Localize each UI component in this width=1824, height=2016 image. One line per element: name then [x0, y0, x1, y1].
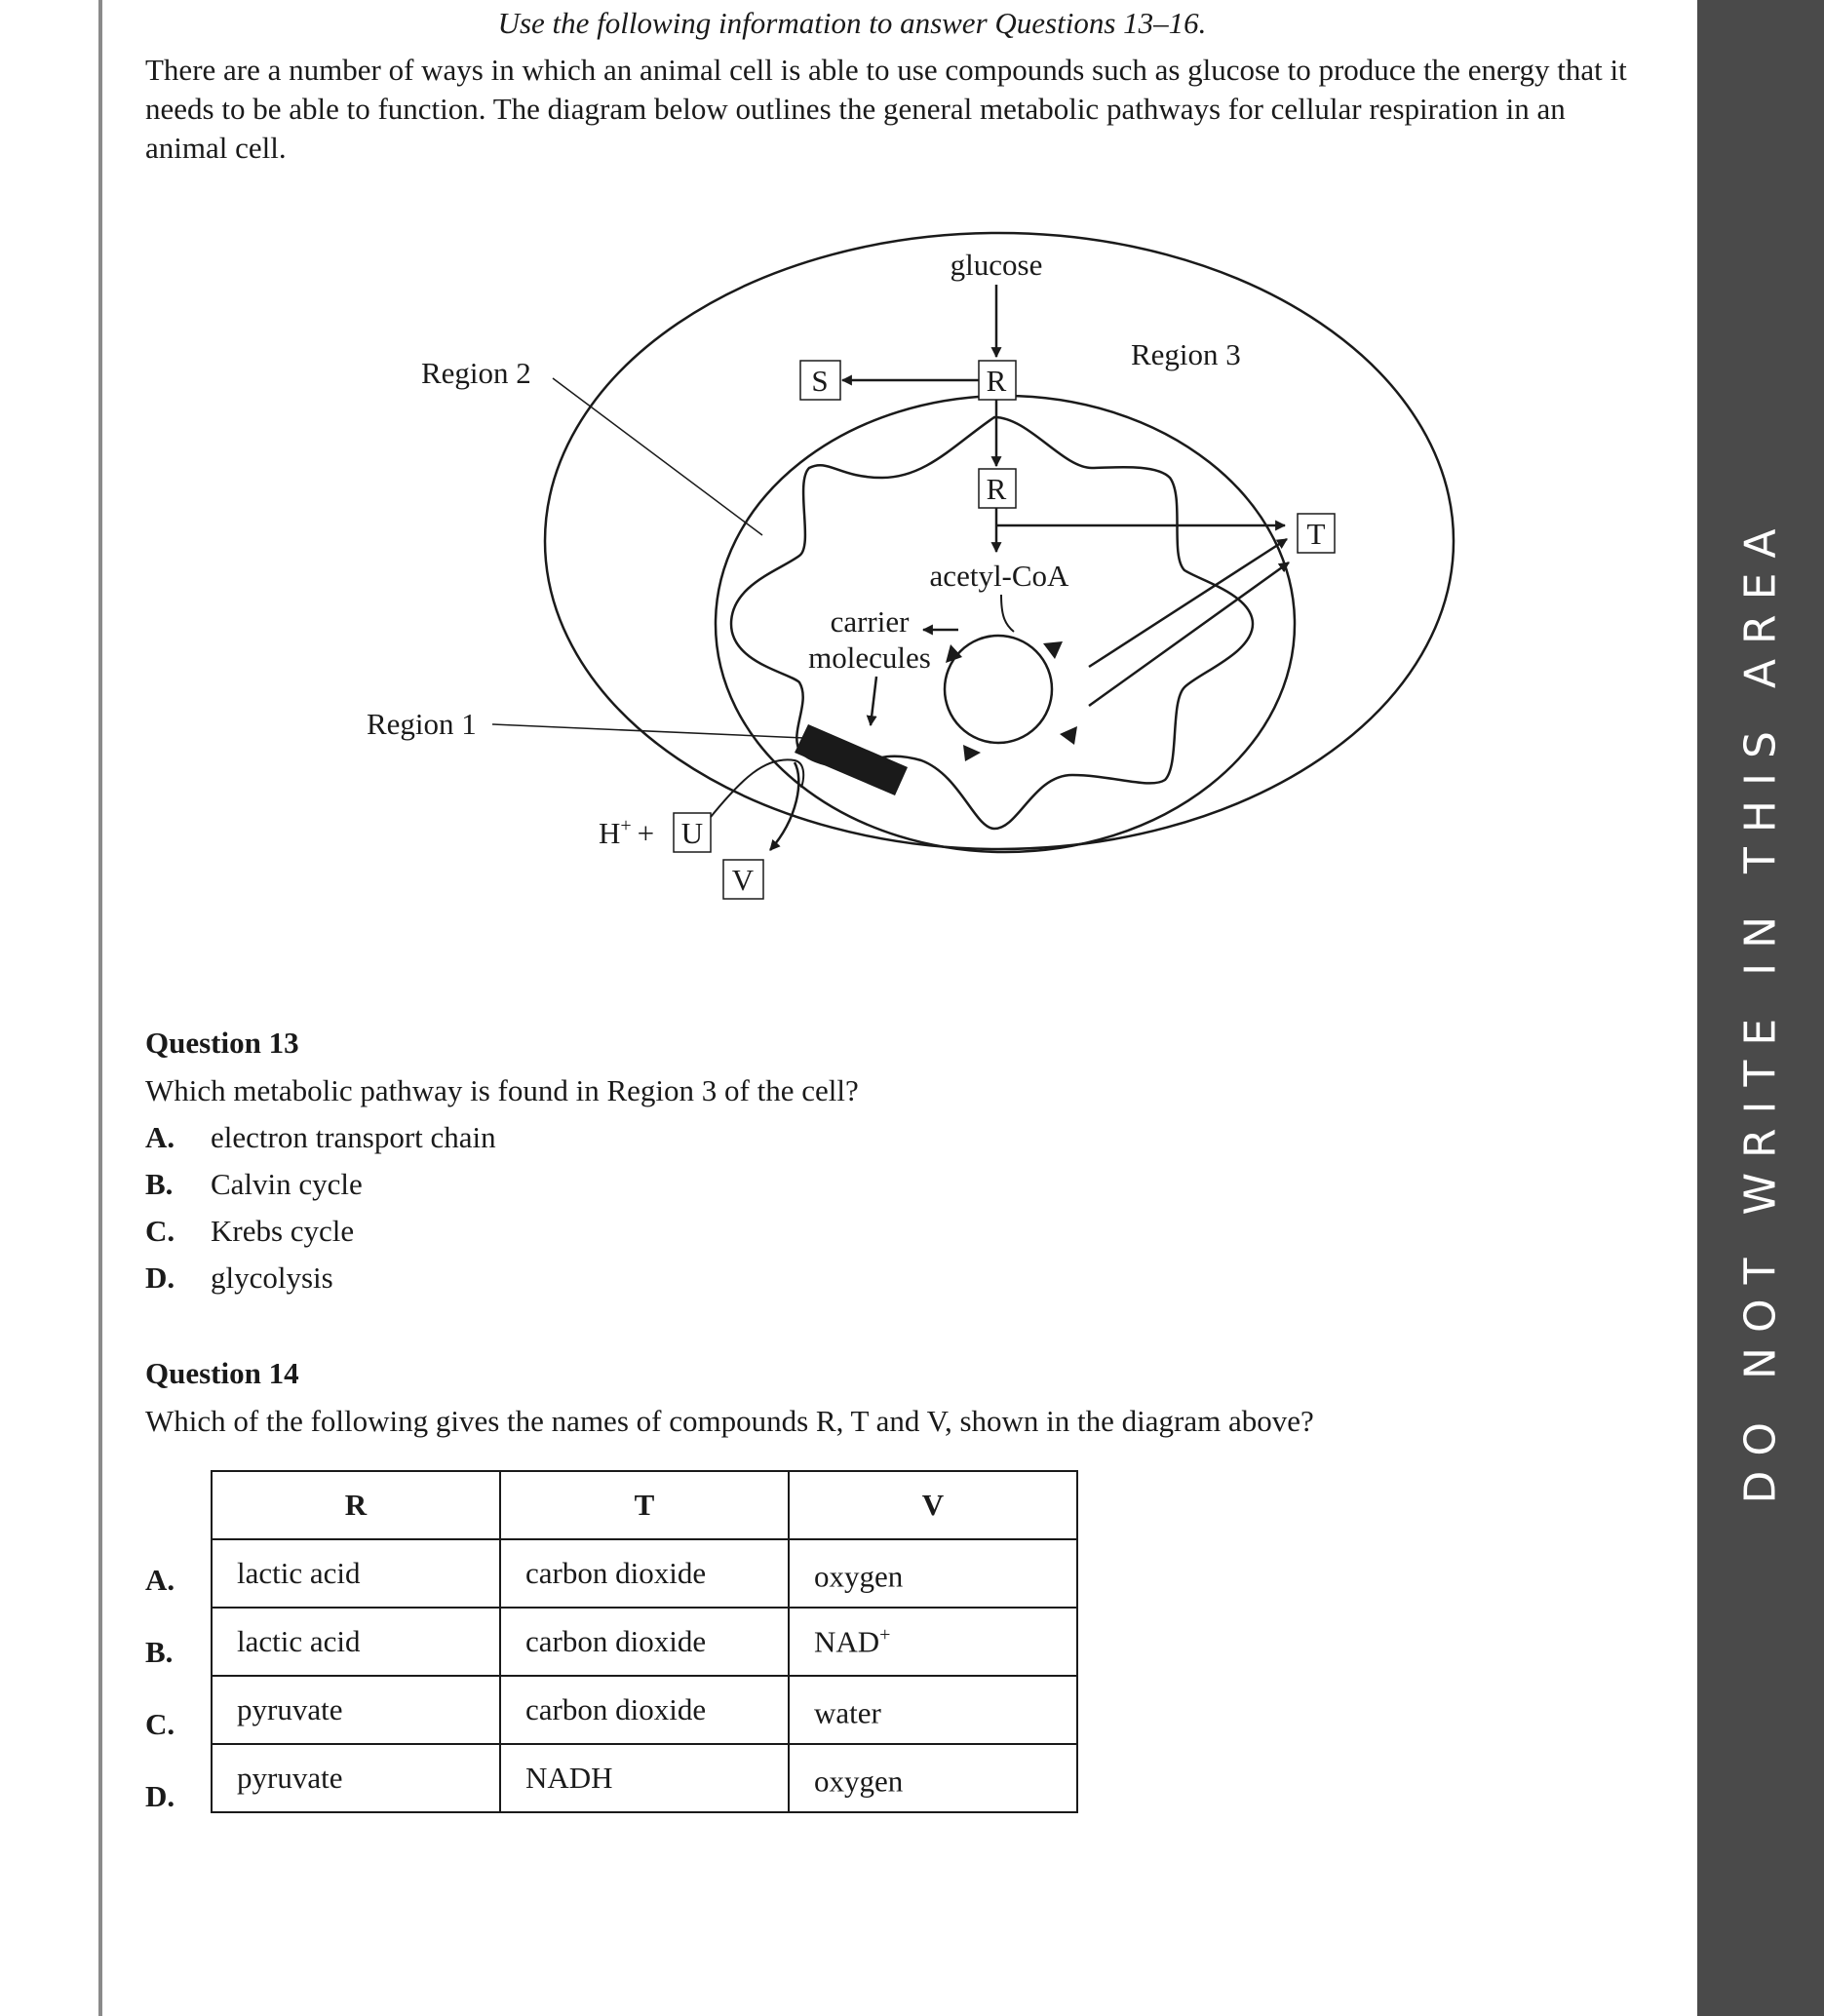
- cell-t: carbon dioxide: [500, 1676, 789, 1744]
- cell-r: pyruvate: [212, 1744, 500, 1812]
- table-row[interactable]: [212, 1676, 1077, 1744]
- region-2-pointer: [553, 378, 762, 535]
- region-2-label: Region 2: [421, 356, 531, 390]
- margin-warning-text: DO NOT WRITE IN THIS AREA: [1735, 514, 1786, 1504]
- question-14-option-c-letter[interactable]: C.: [145, 1707, 175, 1741]
- carrier-label-line2: molecules: [808, 640, 931, 675]
- etc-to-v-arrow: [770, 762, 798, 850]
- r-label-top: R: [986, 364, 1007, 398]
- question-13-option-d[interactable]: D. glycolysis: [145, 1260, 333, 1295]
- cell-v: water: [789, 1676, 1077, 1744]
- question-14-stem: Which of the following gives the names of compounds R, T and V, shown in the diagram above?: [145, 1404, 1314, 1438]
- question-13-option-c[interactable]: C. Krebs cycle: [145, 1214, 355, 1248]
- question-14-heading: Question 14: [145, 1356, 299, 1390]
- t-label: T: [1306, 517, 1326, 551]
- column-header-r: R: [212, 1471, 500, 1539]
- cell-t: carbon dioxide: [500, 1608, 789, 1676]
- intro-heading: Use the following information to answer Questions 13–16.: [497, 6, 1207, 40]
- table-row[interactable]: [212, 1608, 1077, 1676]
- h-plus-label: H+ +: [599, 815, 655, 850]
- cell-t: NADH: [500, 1744, 789, 1812]
- question-13-option-a[interactable]: A. electron transport chain: [145, 1120, 496, 1154]
- question-14-answer-table: [211, 1470, 1078, 1813]
- u-to-etc-line: [711, 759, 803, 817]
- cell-v: oxygen: [789, 1539, 1077, 1608]
- column-header-v: V: [789, 1471, 1077, 1539]
- table-header-row: [212, 1471, 1077, 1539]
- question-14-option-d-letter[interactable]: D.: [145, 1779, 175, 1813]
- question-14-option-b-letter[interactable]: B.: [145, 1635, 174, 1669]
- region-3-label: Region 3: [1131, 337, 1241, 371]
- cell-v: NAD+: [789, 1608, 1077, 1676]
- glucose-label: glucose: [950, 248, 1043, 282]
- r-label-inner: R: [986, 472, 1007, 506]
- question-13-option-b[interactable]: B. Calvin cycle: [145, 1167, 363, 1201]
- table-row[interactable]: [212, 1744, 1077, 1812]
- cell-t: carbon dioxide: [500, 1539, 789, 1608]
- intro-body: There are a number of ways in which an animal cell is able to use compounds such as glucose to produce the energy that it needs to be able to function. The diagram below outlines the general metabolic pathways for cellular respiration in an animal cell.: [145, 53, 1627, 165]
- cell-v: oxygen: [789, 1744, 1077, 1812]
- cell-r: lactic acid: [212, 1539, 500, 1608]
- s-label: S: [811, 364, 829, 398]
- krebs-cycle-circle: [945, 636, 1052, 743]
- v-label: V: [731, 863, 755, 897]
- question-13-stem: Which metabolic pathway is found in Region 3 of the cell?: [145, 1073, 859, 1107]
- acetyl-entry-hook: [1001, 595, 1014, 632]
- cell-r: lactic acid: [212, 1608, 500, 1676]
- column-header-t: T: [500, 1471, 789, 1539]
- carrier-to-etc-arrow: [871, 677, 876, 725]
- cycle-to-t-line-1: [1089, 539, 1287, 667]
- cell-r: pyruvate: [212, 1676, 500, 1744]
- question-14-option-a-letter[interactable]: A.: [145, 1563, 175, 1597]
- table-row[interactable]: [212, 1539, 1077, 1608]
- question-13-heading: Question 13: [145, 1026, 299, 1060]
- carrier-label-line1: carrier: [830, 604, 910, 639]
- region-1-label: Region 1: [367, 707, 477, 741]
- cell-respiration-diagram: [0, 0, 1697, 936]
- acetyl-coa-label: acetyl-CoA: [929, 559, 1069, 593]
- u-label: U: [680, 816, 704, 850]
